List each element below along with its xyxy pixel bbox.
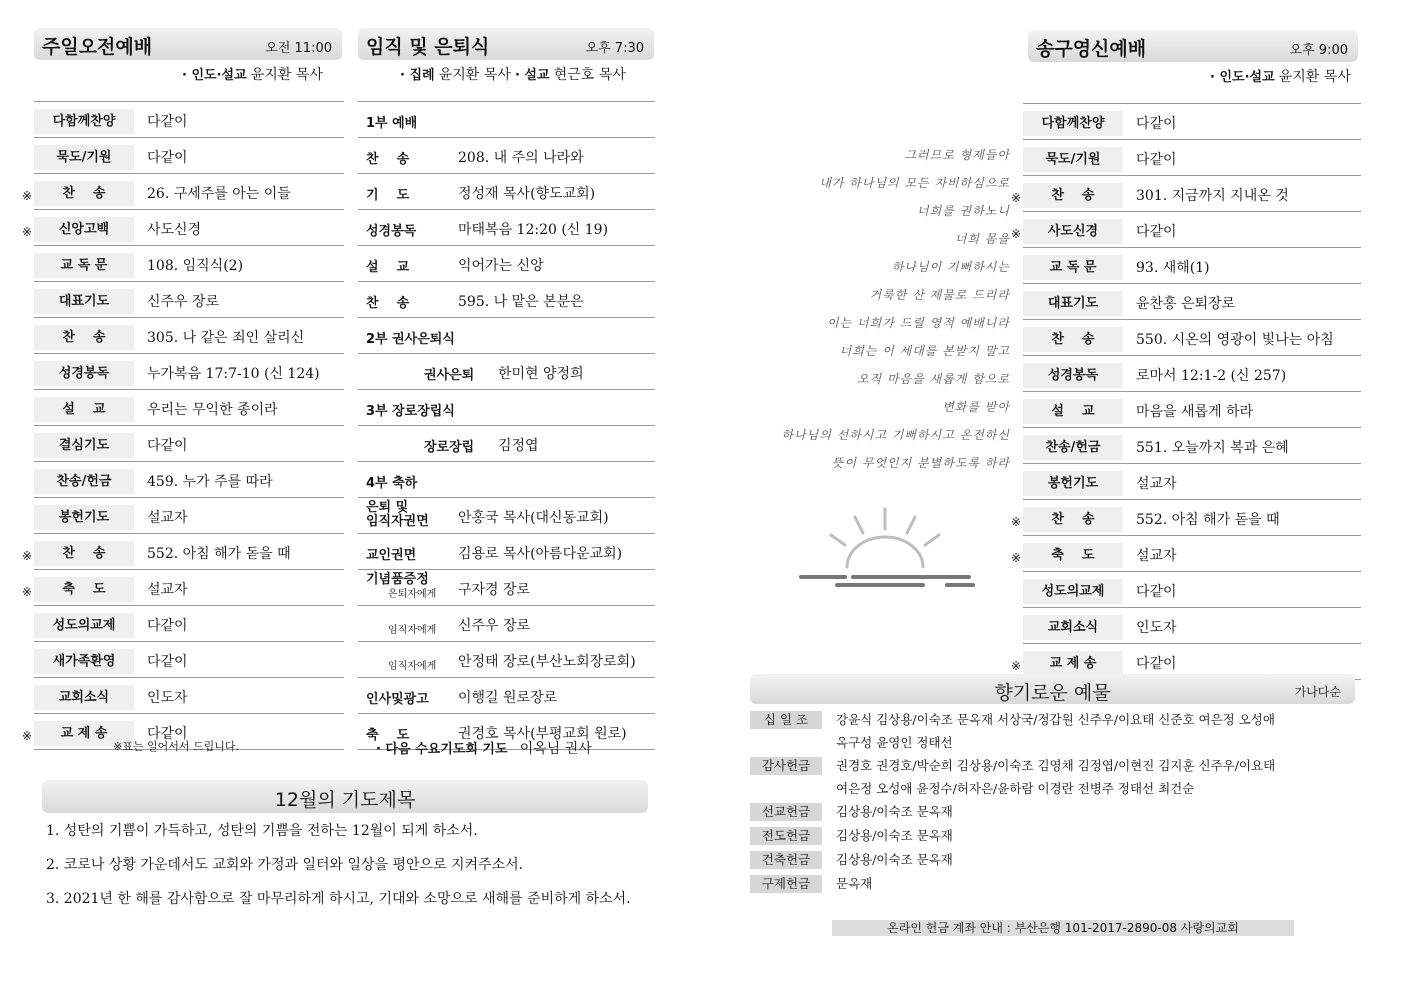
ordination-item-label: 성경봉독 xyxy=(366,224,417,239)
morning-lead-role: · 인도·설교 xyxy=(182,68,247,83)
poem-line: 그러므로 형제들아 xyxy=(904,148,1010,162)
ordination-row xyxy=(358,102,655,138)
morning-item-label: 다함께찬양 xyxy=(34,109,134,134)
offering-order: 가나다순 xyxy=(1294,685,1341,699)
morning-row xyxy=(34,246,344,282)
evening-item-label: 설 교 xyxy=(1023,399,1123,424)
sunrise-illustration xyxy=(795,505,980,590)
evening-service-header xyxy=(1028,30,1358,62)
morning-item-label: 축 도 xyxy=(34,577,134,602)
morning-item-label: 성경봉독 xyxy=(34,361,134,386)
offering-category: 전도헌금 xyxy=(750,827,822,845)
ordination-row xyxy=(358,498,655,534)
ordination-item-value: 구자경 장로 xyxy=(458,582,531,598)
morning-item-label: 교회소식 xyxy=(34,685,134,710)
ordination-section-label: 3부 장로장립식 xyxy=(366,404,455,419)
evening-row xyxy=(1023,356,1361,392)
ordination-item-value: 김용로 목사(아름다운교회) xyxy=(458,546,623,562)
standing-mark: ※ xyxy=(22,549,33,563)
morning-row xyxy=(22,174,344,210)
evening-order-table xyxy=(1011,103,1361,680)
morning-item-label: 새가족환영 xyxy=(34,649,134,674)
evening-item-label: 교 독 문 xyxy=(1023,255,1123,280)
ordination-item-label: 교인권면 xyxy=(366,548,417,563)
online-account-info: 온라인 헌금 계좌 안내 : 부산은행 101-2017-2890-08 사랑의교회 xyxy=(832,920,1294,936)
offering-names-line: 김상용/이숙조 문옥재 xyxy=(836,804,953,819)
morning-item-value: 다같이 xyxy=(147,726,188,742)
evening-service-time: 오후 9:00 xyxy=(1289,43,1348,58)
morning-item-value: 552. 아침 해가 돋을 때 xyxy=(147,546,291,562)
ordination-item-value: 마태복음 12:20 (신 19) xyxy=(458,222,609,238)
standing-mark: ※ xyxy=(1011,191,1022,205)
ordination-row xyxy=(358,210,655,246)
evening-item-label: 교회소식 xyxy=(1023,615,1123,640)
ordination-item-value: 안홍국 목사(대신동교회) xyxy=(458,510,609,526)
morning-item-value: 사도신경 xyxy=(147,222,202,238)
ordination-item-label: 인사및광고 xyxy=(366,692,429,707)
evening-lead-role: · 인도·설교 xyxy=(1210,70,1275,85)
morning-row xyxy=(34,462,344,498)
morning-item-label: 결심기도 xyxy=(34,433,134,458)
morning-row xyxy=(34,318,344,354)
evening-item-label: 묵도/기원 xyxy=(1023,147,1123,172)
evening-item-label: 대표기도 xyxy=(1023,291,1123,316)
morning-service-header xyxy=(34,28,342,60)
ordination-item-value: 한미현 양정희 xyxy=(498,366,584,382)
evening-row xyxy=(1011,500,1361,536)
morning-item-value: 26. 구세주를 아는 이들 xyxy=(147,186,291,202)
morning-row xyxy=(34,426,344,462)
ordination-row xyxy=(358,282,655,318)
standing-mark: ※ xyxy=(22,585,33,599)
morning-row xyxy=(22,210,344,246)
evening-item-label: 다함께찬양 xyxy=(1023,111,1123,136)
morning-row xyxy=(34,138,344,174)
offering-category: 선교헌금 xyxy=(750,803,822,821)
offering-names-line: 권경호 권경호/박순희 김상용/이숙조 김영채 김정엽/이현진 김지훈 신주우/이요태 xyxy=(836,758,1276,773)
morning-service-time: 오전 11:00 xyxy=(265,41,332,56)
morning-item-value: 305. 나 같은 죄인 살리신 xyxy=(147,330,305,346)
evening-row xyxy=(1023,248,1361,284)
evening-row xyxy=(1011,212,1361,248)
offering-names-line: 김상용/이숙조 문옥재 xyxy=(836,852,953,867)
ordination-lead2-role: · 설교 xyxy=(514,68,550,83)
morning-item-value: 다같이 xyxy=(147,618,188,634)
offering-names xyxy=(836,754,1336,800)
standing-mark: ※ xyxy=(1011,515,1022,529)
offering-names xyxy=(836,708,1336,754)
ordination-row xyxy=(358,318,655,354)
ordination-item-label: 기념품증정 xyxy=(366,572,429,587)
morning-item-value: 다같이 xyxy=(147,438,188,454)
ordination-item-value: 익어가는 신앙 xyxy=(458,258,544,274)
evening-item-label: 찬 송 xyxy=(1023,327,1123,352)
ordination-item-sublabel: 임직자에게 xyxy=(388,625,437,636)
evening-leader-line xyxy=(1210,66,1351,86)
evening-item-value: 설교자 xyxy=(1136,548,1177,564)
offering-names xyxy=(836,872,1336,895)
ordination-row xyxy=(358,138,655,174)
morning-item-label: 찬 송 xyxy=(34,181,134,206)
morning-item-value: 108. 임직식(2) xyxy=(147,258,244,274)
poem-line: 너희 몸을 xyxy=(954,232,1010,246)
evening-item-value: 인도자 xyxy=(1136,620,1177,636)
ordination-item-label: 설 교 xyxy=(366,260,410,275)
ordination-order-table xyxy=(358,101,655,750)
evening-row xyxy=(1023,284,1361,320)
ordination-row xyxy=(358,606,655,642)
ordination-lead1-role: · 집례 xyxy=(400,68,435,83)
poem-line: 이는 너희가 드릴 영적 예배니라 xyxy=(827,316,1010,330)
morning-item-value: 우리는 무익한 종이라 xyxy=(147,402,278,418)
morning-item-value: 누가복음 17:7-10 (신 124) xyxy=(147,366,320,382)
evening-item-value: 93. 새해(1) xyxy=(1136,260,1210,276)
evening-item-label: 사도신경 xyxy=(1023,219,1123,244)
offering-category: 구제헌금 xyxy=(750,875,822,893)
prayer-item: 3. 2021년 한 해를 감사함으로 잘 마무리하게 하시고, 기대와 소망으로 새해를 준비하게 하소서. xyxy=(46,891,631,907)
ordination-row xyxy=(358,174,655,210)
standing-mark: ※ xyxy=(1011,227,1022,241)
poem-line: 하나님의 선하시고 기뻐하시고 온전하신 xyxy=(781,428,1010,442)
ordination-item-label: 찬 송 xyxy=(366,296,410,311)
poem-line: 변화를 받아 xyxy=(942,400,1010,414)
ordination-item-sublabel: 은퇴자에게 xyxy=(388,589,437,600)
prayer-header xyxy=(42,780,648,813)
morning-row xyxy=(34,642,344,678)
ordination-item-label: 기 도 xyxy=(366,188,410,203)
ordination-item-value: 안정태 장로(부산노회장로회) xyxy=(458,654,636,670)
morning-item-label: 찬 송 xyxy=(34,541,134,566)
poem-line: 너희를 권하노니 xyxy=(917,204,1010,218)
morning-item-label: 묵도/기원 xyxy=(34,145,134,170)
offering-header xyxy=(750,674,1355,704)
ordination-item-value: 신주우 장로 xyxy=(458,618,531,634)
evening-item-value: 552. 아침 해가 돋을 때 xyxy=(1136,512,1280,528)
evening-row xyxy=(1023,320,1361,356)
ordination-lead1-name: 윤지환 목사 xyxy=(438,67,511,83)
evening-item-value: 다같이 xyxy=(1136,656,1177,672)
ordination-item-value: 이행길 원로장로 xyxy=(458,690,558,706)
evening-row xyxy=(1023,464,1361,500)
evening-item-value: 301. 지금까지 지내온 것 xyxy=(1136,188,1289,204)
poem-line: 뜻이 무엇인지 분별하도록 하라 xyxy=(831,456,1010,470)
morning-row xyxy=(34,678,344,714)
ordination-row xyxy=(358,462,655,498)
offering-names-line: 강윤식 김상용/이숙조 문옥재 서상국/정갑원 신주우/이요태 신준호 여은정 오성애 xyxy=(836,712,1275,727)
morning-item-value: 다같이 xyxy=(147,150,188,166)
ordination-leader-line xyxy=(400,64,626,84)
poem-line: 내가 하나님의 모든 자비하심으로 xyxy=(819,176,1010,190)
prayer-item: 1. 성탄의 기쁨이 가득하고, 성탄의 기쁨을 전하는 12월이 되게 하소서. xyxy=(46,823,478,839)
standing-mark: ※ xyxy=(22,225,33,239)
offering-category: 건축헌금 xyxy=(750,851,822,869)
standing-note: ※표는 일어서서 드립니다. xyxy=(113,740,239,753)
evening-item-value: 마음을 새롭게 하라 xyxy=(1136,404,1254,420)
evening-item-label: 찬 송 xyxy=(1023,507,1123,532)
morning-row xyxy=(34,354,344,390)
morning-item-label: 봉헌기도 xyxy=(34,505,134,530)
ordination-row xyxy=(358,246,655,282)
morning-item-value: 설교자 xyxy=(147,582,188,598)
morning-leader-line xyxy=(182,64,323,84)
offering-names xyxy=(836,800,1336,823)
evening-item-value: 로마서 12:1-2 (신 257) xyxy=(1136,368,1287,384)
ordination-item-label: 찬 송 xyxy=(366,152,410,167)
morning-item-label: 신앙고백 xyxy=(34,217,134,242)
ordination-item-label: 권사은퇴 xyxy=(424,368,475,383)
morning-row xyxy=(34,102,344,138)
wednesday-prayer-line xyxy=(376,738,592,758)
evening-row xyxy=(1023,104,1361,140)
offering-category: 감사헌금 xyxy=(750,757,822,775)
offering-names-line: 여은정 오성애 윤정수/허자은/윤하람 이경란 전병주 정태선 최건순 xyxy=(836,781,1195,796)
offering-names xyxy=(836,824,1336,847)
prayer-list xyxy=(46,820,646,922)
evening-item-value: 551. 오늘까지 복과 은혜 xyxy=(1136,440,1289,456)
morning-row xyxy=(22,570,344,606)
morning-row xyxy=(34,498,344,534)
poem-line: 거룩한 산 제물로 드리라 xyxy=(869,288,1010,302)
evening-row xyxy=(1023,140,1361,176)
ordination-row xyxy=(358,678,655,714)
morning-item-label: 설 교 xyxy=(34,397,134,422)
standing-mark: ※ xyxy=(22,729,33,743)
ordination-item-sublabel: 임직자에게 xyxy=(388,661,437,672)
evening-item-value: 다같이 xyxy=(1136,584,1177,600)
morning-item-value: 다같이 xyxy=(147,654,188,670)
prayer-item: 2. 코로나 상황 가운데서도 교회와 가정과 일터와 일상을 평안으로 지켜주소서. xyxy=(46,857,524,873)
morning-item-value: 신주우 장로 xyxy=(147,294,220,310)
evening-row xyxy=(1023,572,1361,608)
ordination-row xyxy=(358,534,655,570)
evening-row xyxy=(1011,176,1361,212)
morning-item-label: 교 제 송 xyxy=(34,721,134,746)
offering-names xyxy=(836,848,1336,871)
morning-item-label: 찬 송 xyxy=(34,325,134,350)
ordination-section-label: 2부 권사은퇴식 xyxy=(366,332,455,347)
ordination-item-value: 595. 나 맡은 본분은 xyxy=(458,294,584,310)
prayer-title: 12월의 기도제목 xyxy=(274,789,416,811)
offering-names-line: 김상용/이숙조 문옥재 xyxy=(836,828,953,843)
wednesday-prayer-label: · 다음 수요기도회 기도 xyxy=(376,742,508,757)
morning-row xyxy=(34,606,344,642)
ordination-row xyxy=(358,354,655,390)
ordination-row xyxy=(358,642,655,678)
offering-names-line: 옥구성 윤영인 정태선 xyxy=(836,735,953,750)
ordination-section-label: 4부 축하 xyxy=(366,476,418,491)
evening-service-title: 송구영신예배 xyxy=(1036,38,1147,60)
ordination-section-label: 1부 예배 xyxy=(366,116,418,131)
morning-order-table xyxy=(22,101,344,750)
ordination-item-value: 정성재 목사(향도교회) xyxy=(458,186,596,202)
offering-category: 십 일 조 xyxy=(750,711,822,729)
morning-item-value: 다같이 xyxy=(147,114,188,130)
evening-item-label: 축 도 xyxy=(1023,543,1123,568)
evening-item-label: 봉헌기도 xyxy=(1023,471,1123,496)
morning-item-label: 교 독 문 xyxy=(34,253,134,278)
offering-names-line: 문옥재 xyxy=(836,876,873,891)
ordination-row xyxy=(358,570,655,606)
morning-service-title: 주일오전예배 xyxy=(42,36,153,58)
evening-row xyxy=(1023,392,1361,428)
offering-title: 향기로운 예물 xyxy=(994,682,1111,704)
morning-row xyxy=(22,534,344,570)
evening-item-label: 찬송/헌금 xyxy=(1023,435,1123,460)
evening-item-value: 다같이 xyxy=(1136,116,1177,132)
evening-row xyxy=(1011,536,1361,572)
standing-mark: ※ xyxy=(22,189,33,203)
poem-line: 오직 마음을 새롭게 함으로 xyxy=(857,372,1010,386)
evening-item-label: 성경봉독 xyxy=(1023,363,1123,388)
ordination-item-value: 김정엽 xyxy=(498,438,539,454)
morning-item-label: 성도의교제 xyxy=(34,613,134,638)
morning-item-label: 대표기도 xyxy=(34,289,134,314)
standing-mark: ※ xyxy=(1011,659,1022,673)
evening-item-value: 다같이 xyxy=(1136,224,1177,240)
ordination-item-value: 208. 내 주의 나라와 xyxy=(458,150,584,166)
evening-item-value: 다같이 xyxy=(1136,152,1177,168)
ordination-header xyxy=(358,28,654,60)
morning-item-label: 찬송/헌금 xyxy=(34,469,134,494)
morning-item-value: 설교자 xyxy=(147,510,188,526)
scripture-poem xyxy=(740,146,1010,486)
evening-item-value: 윤찬홍 은퇴장로 xyxy=(1136,296,1236,312)
morning-item-value: 인도자 xyxy=(147,690,188,706)
poem-line: 너희는 이 세대를 본받지 말고 xyxy=(839,344,1010,358)
evening-lead-name: 윤지환 목사 xyxy=(1278,69,1351,85)
ordination-row xyxy=(358,426,655,462)
evening-row xyxy=(1023,428,1361,464)
ordination-item-label: 축 도 xyxy=(366,728,410,743)
evening-row xyxy=(1023,608,1361,644)
standing-mark: ※ xyxy=(1011,551,1022,565)
ordination-time: 오후 7:30 xyxy=(585,41,644,56)
poem-line: 하나님이 기뻐하시는 xyxy=(891,260,1010,274)
evening-item-value: 설교자 xyxy=(1136,476,1177,492)
evening-item-label: 성도의교제 xyxy=(1023,579,1123,604)
morning-lead-name: 윤지환 목사 xyxy=(250,67,323,83)
morning-item-value: 459. 누가 주를 따라 xyxy=(147,474,273,490)
ordination-row xyxy=(358,390,655,426)
wednesday-prayer-name: 이옥님 권사 xyxy=(519,741,592,757)
evening-item-label: 찬 송 xyxy=(1023,183,1123,208)
morning-row xyxy=(34,390,344,426)
ordination-item-label: 은퇴 및 임직자권면 xyxy=(366,500,429,529)
ordination-item-label: 장로장립 xyxy=(424,440,475,455)
evening-item-label: 교 제 송 xyxy=(1023,651,1123,676)
morning-row xyxy=(34,282,344,318)
ordination-lead2-name: 현근호 목사 xyxy=(553,67,626,83)
ordination-item-value: 권경호 목사(부평교회 원로) xyxy=(458,726,627,742)
evening-item-value: 550. 시온의 영광이 빛나는 아침 xyxy=(1136,332,1334,348)
ordination-title: 임직 및 은퇴식 xyxy=(366,36,490,58)
